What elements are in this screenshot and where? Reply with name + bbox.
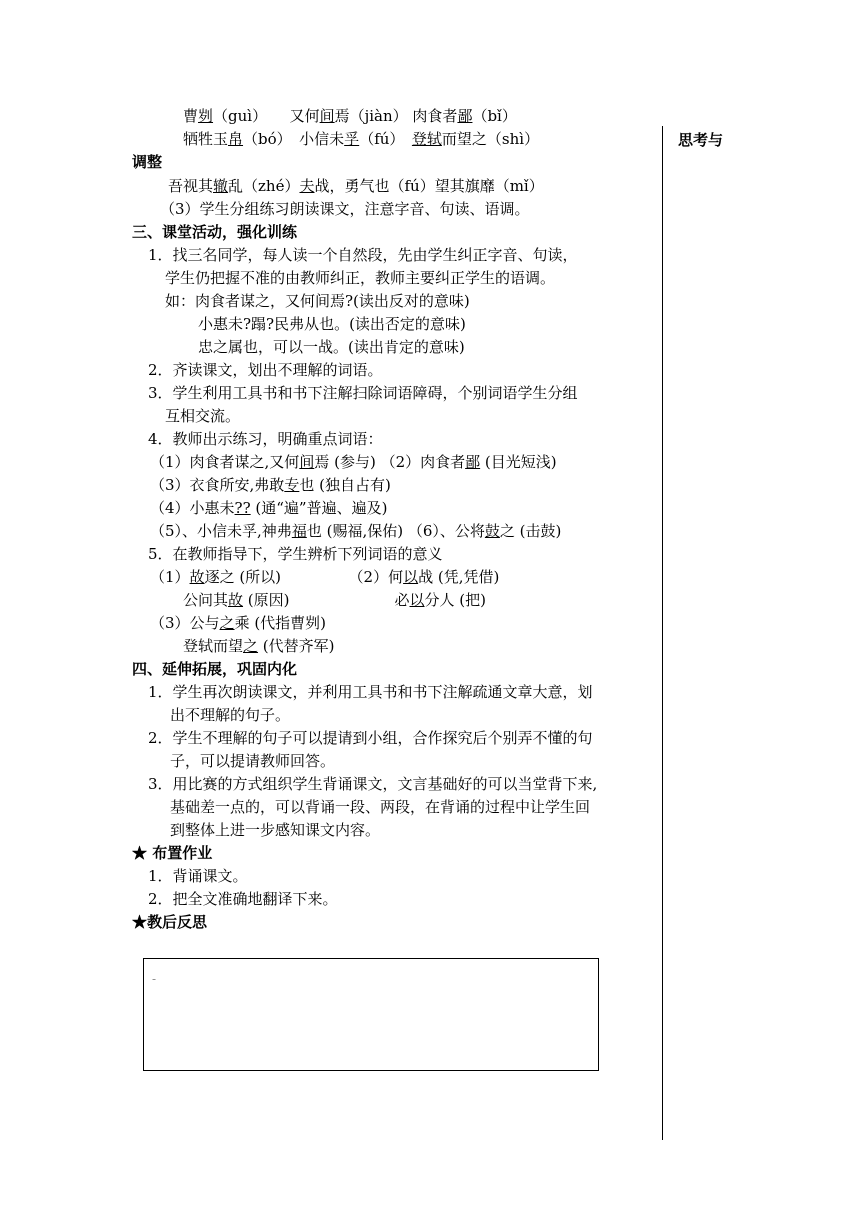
text-segment: 3．学生利用工具书和书下注解扫除词语障碍，个别词语学生分组	[148, 384, 578, 402]
text-segment: 小惠未?蹋?民弗从也。(读出否定的意味)	[198, 315, 466, 333]
text-segment: 也 (独自占有)	[299, 476, 391, 494]
text-segment: （3）学生分组练习朗读课文，注意字音、句读、语调。	[160, 200, 530, 218]
text-line	[170, 820, 380, 840]
sidebar-label: 思考与	[678, 131, 724, 149]
section-heading	[132, 152, 162, 172]
text-segment: 乱（zhé）	[228, 177, 300, 195]
text-segment: 互相交流。	[165, 407, 241, 425]
text-line	[150, 521, 561, 541]
text-segment: 学生仍把握不准的由教师纠正，教师主要纠正学生的语调。	[165, 269, 556, 287]
underlined-term: 鄙	[457, 107, 473, 125]
text-segment: 分人 (把)	[424, 591, 487, 609]
underlined-term: 以	[403, 568, 419, 586]
text-segment: (目光短浅)	[480, 453, 557, 471]
text-segment: 2．齐读课文，划出不理解的词语。	[148, 361, 383, 379]
underlined-term: 故	[228, 591, 244, 609]
text-line	[150, 567, 499, 587]
text-line	[150, 498, 387, 518]
text-line	[170, 705, 290, 725]
underlined-term: 帛	[228, 130, 244, 148]
text-segment: 乘 (代指曹刿)	[234, 614, 327, 632]
text-line	[183, 106, 517, 126]
text-line	[170, 751, 335, 771]
text-line	[148, 728, 593, 748]
section-heading	[132, 912, 207, 932]
text-segment: 也 (赐福,保佑) （6）、公将	[306, 522, 485, 540]
text-line	[183, 129, 539, 149]
text-segment: ★教后反思	[132, 913, 208, 931]
text-segment: 战 (凭,凭借)	[418, 568, 500, 586]
text-line	[148, 889, 338, 909]
text-line	[148, 429, 383, 449]
underlined-term: 孚	[344, 130, 360, 148]
text-segment: 四、延伸拓展，巩固内化	[132, 660, 298, 678]
text-line	[148, 360, 383, 380]
underlined-term: 之	[243, 637, 259, 655]
text-segment: 2．把全文准确地翻译下来。	[148, 890, 338, 908]
reflection-box-mark: -	[152, 972, 157, 986]
text-line	[165, 268, 555, 288]
text-segment: 1．找三名同学，每人读一个自然段，先由学生纠正字音、句读，	[148, 246, 578, 264]
text-segment: 曹	[183, 107, 199, 125]
underlined-term: 辙	[213, 177, 229, 195]
text-segment: （3）公与	[150, 614, 220, 632]
text-segment: （bó） 小信未	[243, 130, 345, 148]
text-line	[168, 176, 544, 196]
text-line	[160, 199, 530, 219]
underlined-term: 间	[319, 107, 335, 125]
underlined-term: 故	[189, 568, 205, 586]
underlined-term: 福	[291, 522, 307, 540]
text-line	[170, 797, 590, 817]
text-line	[150, 452, 557, 472]
text-line	[148, 383, 578, 403]
text-line	[148, 245, 578, 265]
text-segment: 4．教师出示练习，明确重点词语：	[148, 430, 383, 448]
text-line	[183, 636, 335, 656]
underlined-term: 鄙	[465, 453, 481, 471]
underlined-term: 之	[219, 614, 235, 632]
text-segment: 基础差一点的，可以背诵一段、两段，在背诵的过程中让学生回	[170, 798, 591, 816]
text-segment: 焉（jiàn） 肉食者	[334, 107, 458, 125]
reflection-box	[143, 958, 599, 1071]
text-segment: （fú）	[359, 130, 412, 148]
underlined-term: 夫	[299, 177, 315, 195]
text-segment: 3．用比赛的方式组织学生背诵课文，文言基础好的可以当堂背下来,	[148, 775, 598, 793]
text-segment: 焉 (参与) （2）肉食者	[314, 453, 466, 471]
section-heading	[132, 843, 212, 863]
text-line	[148, 866, 248, 886]
text-segment: (原因) 必	[243, 591, 410, 609]
underlined-term: 以	[409, 591, 425, 609]
section-heading	[132, 659, 297, 679]
underlined-term: 间	[299, 453, 315, 471]
text-segment: 子，可以提请教师回答。	[170, 752, 336, 770]
text-line	[150, 475, 391, 495]
text-segment: 吾视其	[168, 177, 214, 195]
text-segment: 1．学生再次朗读课文，并利用工具书和书下注解疏通文章大意，划	[148, 683, 593, 701]
text-segment: 1．背诵课文。	[148, 867, 248, 885]
underlined-term: ??	[234, 499, 251, 517]
text-segment: （1）肉食者谋之,又何	[150, 453, 300, 471]
text-segment: 忠之属也，可以一战。(读出肯定的意味)	[198, 338, 465, 356]
underlined-term: 鼓	[484, 522, 500, 540]
vertical-rule	[662, 126, 663, 1140]
text-segment: 出不理解的句子。	[170, 706, 291, 724]
text-segment: 公问其	[183, 591, 229, 609]
text-segment: 三、课堂活动，强化训练	[132, 223, 298, 241]
text-segment: 5．在教师指导下，学生辨析下列词语的意义	[148, 545, 443, 563]
text-segment: （3）衣食所安,弗敢	[150, 476, 285, 494]
underlined-term: 专	[284, 476, 300, 494]
text-line	[165, 291, 470, 311]
text-line	[183, 590, 486, 610]
text-segment: 2．学生不理解的句子可以提请到小组，合作探究后个别弄不懂的句	[148, 729, 593, 747]
text-line	[148, 544, 443, 564]
text-segment: （5）、小信未孚,神弗	[150, 522, 292, 540]
text-segment: 而望之（shì）	[441, 130, 540, 148]
text-segment: 牺牲玉	[183, 130, 229, 148]
text-segment: ★ 布置作业	[132, 844, 213, 862]
text-line	[148, 774, 597, 794]
section-heading	[132, 222, 297, 242]
text-line	[150, 613, 326, 633]
text-line	[198, 337, 465, 357]
text-segment: 战，勇气也（fú）望其旗靡（mǐ）	[314, 177, 544, 195]
underlined-term: 登轼	[411, 130, 442, 148]
text-segment: 到整体上进一步感知课文内容。	[170, 821, 381, 839]
text-line	[198, 314, 466, 334]
text-segment: 逐之 (所以) （2）何	[204, 568, 404, 586]
text-line	[148, 682, 593, 702]
text-segment: （4）小惠未	[150, 499, 235, 517]
text-segment: (代替齐军)	[258, 637, 335, 655]
text-segment: 调整	[132, 153, 163, 171]
text-segment: 如：肉食者谋之，又何间焉?(读出反对的意味)	[165, 292, 470, 310]
text-line	[165, 406, 240, 426]
underlined-term: 刿	[198, 107, 214, 125]
text-segment: 登轼而望	[183, 637, 244, 655]
text-segment: （bǐ）	[472, 107, 517, 125]
text-segment: 之 (击鼓)	[499, 522, 562, 540]
text-segment: （guì） 又何	[213, 107, 320, 125]
text-segment: (通“遍”普遍、遍及)	[250, 499, 388, 517]
text-segment: （1）	[150, 568, 190, 586]
